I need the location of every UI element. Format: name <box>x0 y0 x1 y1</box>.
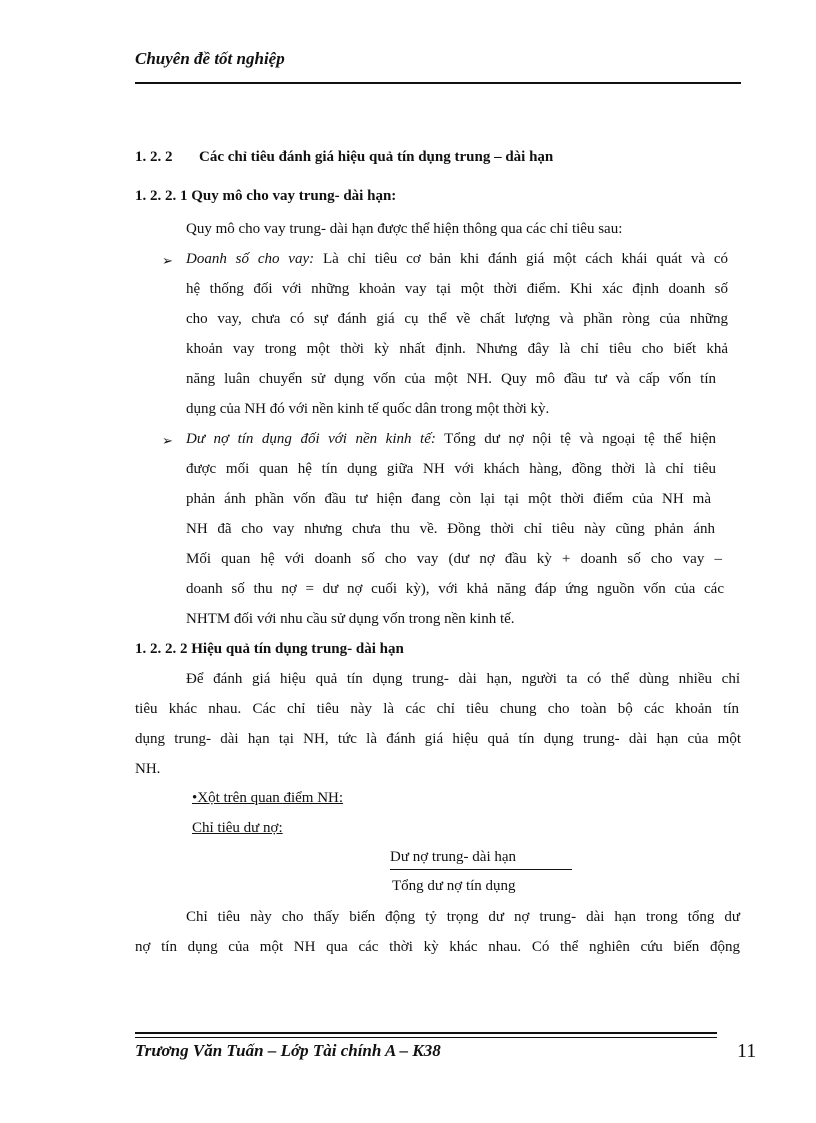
paragraph-1-line: tiêu khác nhau. Các chỉ tiêu này là các chỉ tiêu chung cho toàn bộ các khoản tín <box>135 701 739 717</box>
bullet-2-line: Mối quan hệ với doanh số cho vay (dư nợ đầu kỳ + doanh số cho vay – <box>186 551 722 567</box>
indicator-label: Chỉ tiêu dư nợ: <box>192 820 283 836</box>
bullet-2-term: Dư nợ tín dụng đối với nền kinh tế: <box>186 431 436 447</box>
intro-line: Quy mô cho vay trung- dài hạn được thể hiện thông qua các chỉ tiêu sau: <box>186 221 623 237</box>
section-heading-1-2-2-2: 1. 2. 2. 2 Hiệu quả tín dụng trung- dài hạn <box>135 641 404 657</box>
bullet-2-text: Tổng dư nợ nội tệ và ngoại tệ thể hiện <box>435 431 717 447</box>
bullet-2-line: NH đã cho vay nhưng chưa thu về. Đồng thời chỉ tiêu này cũng phản ánh <box>186 521 715 537</box>
bullet-2-line: doanh số thu nợ = dư nợ cuối kỳ), với khả năng đáp ứng nguồn vốn của các <box>186 581 724 597</box>
header-rule <box>135 82 741 84</box>
fraction-numerator: Dư nợ trung- dài hạn <box>390 849 572 870</box>
fraction-denominator: Tổng dư nợ tín dụng <box>392 878 516 894</box>
bullet-1-text: Là chỉ tiêu cơ bản khi đánh giá một cách khái quát và có <box>314 251 729 267</box>
bullet-1-term: Doanh số cho vay: <box>186 251 315 267</box>
footer-rule <box>135 1032 717 1034</box>
section-title: Các chỉ tiêu đánh giá hiệu quả tín dụng trung – dài hạn <box>199 149 554 165</box>
bullet-1-line: hệ thống đối với những khoản vay tại một thời điểm. Khi xác định doanh số <box>186 281 728 297</box>
footer-author: Trương Văn Tuấn – Lớp Tài chính A – K38 <box>135 1041 441 1060</box>
section-number: 1. 2. 2 <box>135 149 173 165</box>
paragraph-1-line: Để đánh giá hiệu quả tín dụng trung- dài hạn, người ta có thể dùng nhiều chỉ <box>186 671 740 687</box>
section-heading-1-2-2 <box>135 149 553 166</box>
bullet-arrow-icon: ➢ <box>162 253 173 268</box>
page-header-title: Chuyên đề tốt nghiệp <box>135 49 285 68</box>
bullet-1-first-line <box>186 251 728 268</box>
paragraph-2-line: Chỉ tiêu này cho thấy biến động tỷ trọng dư nợ trung- dài hạn trong tổng dư <box>186 909 740 925</box>
paragraph-1-line: dụng trung- dài hạn tại NH, tức là đánh giá hiệu quả tín dụng trung- dài hạn của một <box>135 731 741 747</box>
bullet-arrow-icon: ➢ <box>162 433 173 448</box>
section-heading-1-2-2-1: 1. 2. 2. 1 Quy mô cho vay trung- dài hạn: <box>135 188 397 204</box>
bullet-2-line: phản ánh phần vốn đầu tư hiện đang còn lại tại một thời điểm của NH mà <box>186 491 711 507</box>
paragraph-2-line: nợ tín dụng của một NH qua các thời kỳ khác nhau. Có thể nghiên cứu biến động <box>135 939 740 955</box>
bullet-1-line: dụng của NH đó với nền kinh tế quốc dân trong một thời kỳ. <box>186 401 550 417</box>
bullet-2-line: NHTM đối với nhu cầu sử dụng vốn trong nền kinh tế. <box>186 611 515 627</box>
footer-rule-thin <box>135 1037 717 1038</box>
bullet-2-line: được mối quan hệ tín dụng giữa NH với khách hàng, đồng thời là chỉ tiêu <box>186 461 716 477</box>
bullet-1-line: năng luân chuyển sử dụng vốn của một NH. Quy mô đầu tư và cấp vốn tín <box>186 371 716 387</box>
bullet-1-line: cho vay, chưa có sự đánh giá cụ thể về chất lượng và phần ròng của những <box>186 311 728 327</box>
viewpoint-label: •Xột trên quan điểm NH: <box>192 790 344 806</box>
bullet-2-first-line <box>186 431 716 448</box>
paragraph-1-line: NH. <box>135 761 161 777</box>
page-number: 11 <box>737 1040 757 1062</box>
bullet-1-line: khoản vay trong một thời kỳ nhất định. Nhưng đây là chỉ tiêu cho biết khả <box>186 341 728 357</box>
